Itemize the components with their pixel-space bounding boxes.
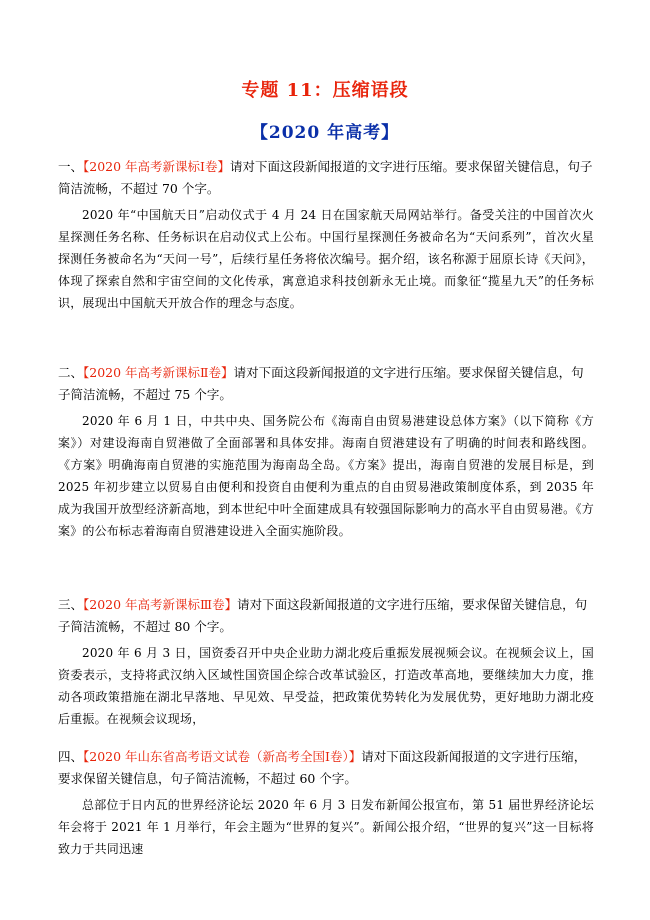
question-1 bbox=[58, 156, 594, 314]
question-number: 三、 bbox=[58, 597, 84, 612]
question-passage: 2020 年“中国航天日”启动仪式于 4 月 24 日在国家航天局网站举行。备受关注的中国首次火星探测任务名称、任务标识在启动仪式上公布。中国行星探测任务被命名为“天问系列”，首次火星探测任务被命名为“天问一号”，后续行星任务将依次编号。据介绍，该名称源于屈原长诗《天问》，体现了探索自然和宇宙空间的文化传承，寓意追求科技创新永无止境。而象征“揽星九天”的任务标识，展现出中国航天开放合作的理念与态度。 bbox=[58, 208, 594, 310]
document-title: 专题 11：压缩语段 bbox=[241, 80, 409, 101]
question-passage: 2020 年 6 月 1 日，中共中央、国务院公布《海南自由贸易港建设总体方案》（以下简称《方案》）对建设海南自贸港做了全面部署和具体安排。海南自贸港建设有了明确的时间表和路线图。《方案》明确海南自贸港的实施范围为海南岛全岛。《方案》提出，海南自贸港的发展目标是，到 2025 年初步建立以贸易自由便利和投资自由便利为重点的自由贸易港政策制度体系，到 2035 年成为我国开放型经济新高地，到本世纪中叶全面建成具有较强国际影响力的高水平自由贸易港。《方案》的公布标志着海南自贸港建设进入全面实施阶段。 bbox=[58, 414, 594, 538]
question-source: 【2020 年山东省高考语文试卷（新高考全国Ⅰ卷）】 bbox=[83, 749, 362, 764]
question-text: 请对下面这段新闻报道的文字进行压缩。要求保留关键信息，句子简洁流畅，不超过 75 个字。 bbox=[58, 365, 584, 402]
question-passage: 2020 年 6 月 3 日，国资委召开中央企业助力湖北疫后重振发展视频会议。在视频会议上，国资委表示，支持将武汉纳入区域性国资国企综合改革试验区，打造改革高地，要继续加大力度，推动各项政策措施在湖北早落地、早见效、早受益，把政策优势转化为发展优势，更好地助力湖北疫后重振。在视频会议现场， bbox=[58, 646, 594, 726]
question-prompt bbox=[58, 746, 594, 790]
question-4 bbox=[58, 746, 594, 860]
question-source: 【2020 年高考新课标Ⅰ卷】 bbox=[83, 159, 230, 174]
question-prompt bbox=[58, 362, 594, 406]
question-number: 一、 bbox=[58, 159, 84, 174]
question-number: 四、 bbox=[58, 749, 84, 764]
question-3 bbox=[58, 594, 594, 730]
question-text: 请对下面这段新闻报道的文字进行压缩，要求保留关键信息，句子简洁流畅，不超过 80 个字。 bbox=[58, 597, 588, 634]
question-passage: 总部位于日内瓦的世界经济论坛 2020 年 6 月 3 日发布新闻公报宣布，第 51 届世界经济论坛年会将于 2021 年 1 月举行，年会主题为“世界的复兴”。新闻公报介绍，“世界的复兴”这一目标将致力于共同迅速 bbox=[58, 798, 594, 856]
question-prompt bbox=[58, 594, 594, 638]
question-source: 【2020 年高考新课标Ⅱ卷】 bbox=[83, 365, 234, 380]
question-number: 二、 bbox=[58, 365, 84, 380]
question-2 bbox=[58, 362, 594, 542]
question-text: 请对下面这段新闻报道的文字进行压缩，要求保留关键信息，句子简洁流畅，不超过 60 个字。 bbox=[58, 749, 587, 786]
question-text: 请对下面这段新闻报道的文字进行压缩。要求保留关键信息，句子简洁流畅，不超过 70 个字。 bbox=[58, 159, 593, 196]
document-subtitle: 【2020 年高考】 bbox=[250, 123, 400, 143]
question-source: 【2020 年高考新课标Ⅲ卷】 bbox=[83, 597, 238, 612]
question-prompt bbox=[58, 156, 594, 200]
